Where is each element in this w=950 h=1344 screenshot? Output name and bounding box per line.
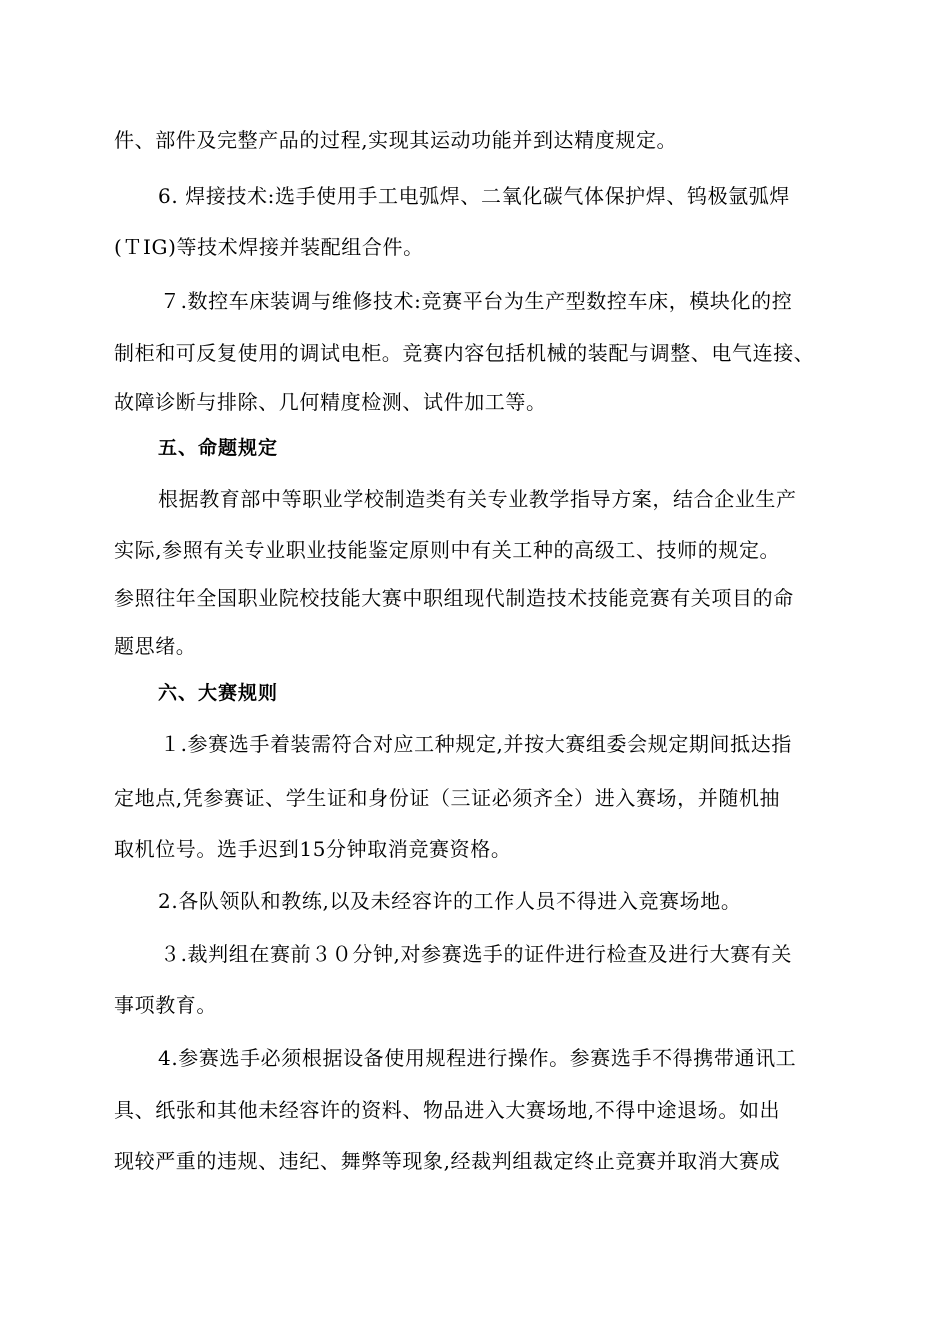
text-line-4: ７.数控车床装调与维修技术:竞赛平台为生产型数控车床，模块化的控 [160,289,793,313]
text-line-20: 具、纸张和其他未经容许的资料、物品进入大赛场地,不得中途退场。如出 [114,1098,781,1122]
text-line-9: 实际,参照有关专业职业技能鉴定原则中有关工种的高级工、技师的规定。 [114,538,781,562]
text-line-21: 现较严重的违规、违纪、舞弊等现象,经裁判组裁定终止竞赛并取消大赛成 [114,1149,781,1173]
text-line-11: 题思绪。 [114,634,197,658]
text-line-19: 4.参赛选手必须根据设备使用规程进行操作。参赛选手不得携带通讯工 [158,1046,797,1070]
text-line-13: １.参赛选手着装需符合对应工种规定,并按大赛组委会规定期间抵达指 [160,732,792,756]
text-line-18: 事项教育。 [114,993,217,1017]
section-heading-5: 五、命题规定 [158,437,279,459]
text-line-16: 2.各队领队和教练,以及未经容许的工作人员不得进入竞赛场地。 [158,889,742,913]
text-line-2: 6. 焊接技术:选手使用手工电弧焊、二氧化碳气体保护焊、钨极氩弧焊 [158,184,790,208]
text-line-14: 定地点,凭参赛证、学生证和身份证（三证必须齐全）进入赛场，并随机抽 [114,786,781,810]
text-line-10: 参照往年全国职业院校技能大赛中职组现代制造技术技能竞赛有关项目的命 [114,586,794,610]
text-line-5: 制柜和可反复使用的调试电柜。竞赛内容包括机械的装配与调整、电气连接、 [114,341,815,365]
text-line-8: 根据教育部中等职业学校制造类有关专业教学指导方案，结合企业生产 [158,487,797,511]
text-line-1: 件、部件及完整产品的过程,实现其运动功能并到达精度规定。 [114,128,678,152]
text-line-6: 故障诊断与排除、几何精度检测、试件加工等。 [114,390,547,414]
text-line-3: (ＴIG)等技术焊接并装配组合件。 [114,235,424,259]
text-line-15: 取机位号。选手迟到15分钟取消竞赛资格。 [114,837,512,861]
text-line-17: ３.裁判组在赛前３０分钟,对参赛选手的证件进行检查及进行大赛有关 [160,942,792,966]
section-heading-6: 六、大赛规则 [158,682,279,704]
